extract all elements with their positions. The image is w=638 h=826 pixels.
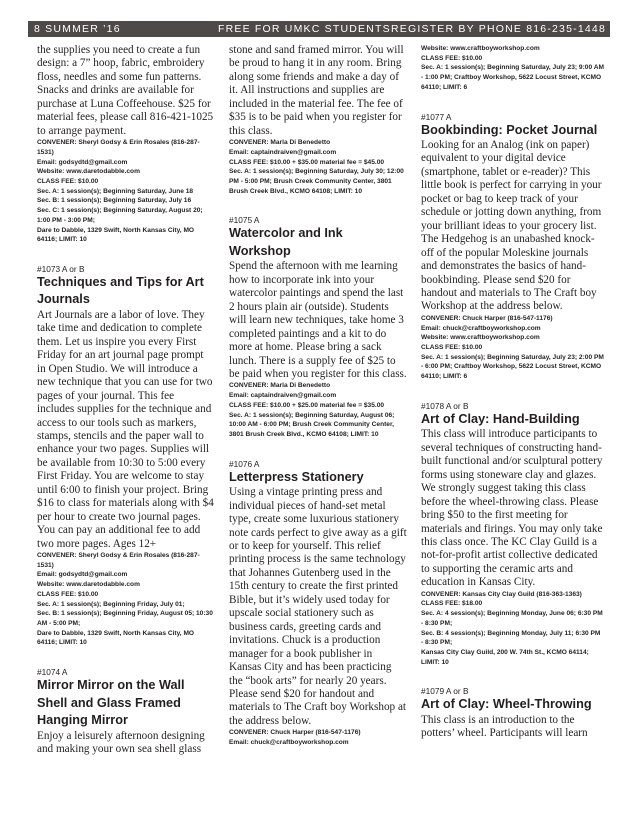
- intro-info: [229, 138, 407, 196]
- info-line: CONVENER: Sheryl Godsy & Erin Rosales (816-287-1531): [37, 139, 200, 156]
- info-line: Email: godsydtd@gmail.com: [37, 571, 128, 579]
- course-info-1077: [421, 314, 604, 382]
- intro-paragraph: stone and sand framed mirror. You will be proud to hang it in any room. Bring along some friends and make a day of it. All instructions and supplies are included in the material fee. The fee of $35 is to be paid when you register for this class.: [229, 44, 404, 137]
- info-line: Sec. A: 4 session(s); Beginning Monday, June 06; 6:30 PM - 8:30 PM;: [421, 610, 603, 627]
- info-line: Sec. B: 4 session(s); Beginning Monday, July 11; 6:30 PM - 8:30 PM;: [421, 629, 601, 647]
- info-line: Sec. A: 1 session(s); Beginning Saturday, August 06; 10:00 AM - 6:00 PM; Brush Creek Community Center, 3801 Brush Creek Blvd., KCMO 64108; LIMIT: 10: [229, 411, 395, 438]
- info-line: CONVENER: Chuck Harper (816-547-1176): [229, 729, 361, 737]
- page-header: [28, 21, 610, 37]
- info-line: Kansas City Clay Guild, 200 W. 74th St., KCMO 64114; LIMIT: 10: [421, 648, 589, 666]
- info-line: CLASS FEE: $10.00: [421, 344, 483, 352]
- intro-info: [37, 138, 214, 245]
- info-line: Sec. A: 1 session(s); Beginning Saturday, June 18: [37, 187, 194, 195]
- course-code-1076: #1076 A: [229, 458, 260, 469]
- column-2: [229, 44, 407, 748]
- course-title-1078: Art of Clay: Hand-Building: [421, 411, 580, 426]
- info-line: Sec. A: 1 session(s); Beginning Saturday, July 23; 2:00 PM - 6:00 PM; Craftboy Workshop, 5622 Locust Street, KCMO 64110; LIMIT: 6: [421, 353, 604, 381]
- course-title-1079: Art of Clay: Wheel-Throwing: [421, 697, 592, 712]
- info-line: Dare to Dabble, 1329 Swift, North Kansas City, MO 64116; LIMIT: 10: [37, 226, 195, 244]
- info-line: Email: captaindraiven@gmail.com: [229, 148, 337, 156]
- course-code-1078: #1078 A or B: [421, 400, 469, 411]
- course-description-1076: Using a vintage printing press and individual pieces of hand-set metal type, create some luxurious stationery note cards perfect to give away as a gift or to keep for yourself. This relief printing process is the same technology that Johannes Gutenberg used in the 15th century to create the first printed Bible, but it’s widely used today for upscale social stationery such as business cards, greeting cards and invitations. Chuck is a production manager for a book publisher in Kansas City and has been practicing the “book arts” for nearly 20 years. Please send $20 for handout and materials to The Craft boy Workshop at the address below.: [229, 486, 407, 727]
- info-line: CONVENER: Kansas City Clay Guild (816-363-1363): [421, 590, 582, 598]
- course-title-1074: Mirror Mirror on the Wall Shell and Glass Framed Hanging Mirror: [37, 678, 185, 728]
- info-line: Dare to Dabble, 1329 Swift, North Kansas City, MO 64116; LIMIT: 10: [37, 629, 195, 647]
- header-free-students: FREE FOR UMKC STUDENTS: [218, 23, 391, 35]
- info-line: Website: www.daretodabble.com: [37, 168, 140, 176]
- info-line: CLASS FEE: $10.00 + $35.00 material fee = $45.00: [229, 158, 385, 166]
- page-number-season: 8 SUMMER ’16: [34, 23, 121, 35]
- info-line: Website: www.craftboyworkshop.com: [421, 45, 540, 52]
- info-line: Sec. A: 1 session(s); Beginning Friday, July 01;: [37, 600, 185, 608]
- course-code-1073: #1073 A or B: [37, 263, 85, 274]
- info-line: CLASS FEE: $18.00: [421, 600, 483, 608]
- intro-paragraph: the supplies you need to create a fun design: a 7” hoop, fabric, embroidery floss, needles and some fun patterns. Snacks and drinks are available for purchase at Luna Coffeehouse. $25 for material fees, please call 816-421-1025 to arrange payment.: [37, 44, 214, 137]
- info-line: Website: www.daretodabble.com: [37, 581, 140, 589]
- info-line: Sec. A: 1 session(s); Beginning Saturday, July 30; 12:00 PM - 5:00 PM; Brush Creek Community Center, 3801 Brush Creek Blvd., KCMO 64108; LIMIT: 10: [229, 168, 404, 195]
- course-description-1073: Art Journals are a labor of love. They take time and dedication to complete them. Let us inspire you every First Friday for an art journal page prompt in Open Studio. We will introduce a new technique that you can use for two pages of your journal. This fee includes supplies for the technique and access to our tools such as markers, stamps, stencils and the paper wall to enhance your two pages. Supplies will be available from 10:30 to 5:00 every First Friday. You are welcome to stay until 6:00 to finish your project. Bring $16 to class for materials along with $4 per hour to create two journal pages. You can pay an additional fee to add two more pages. Ages 12+: [37, 308, 214, 550]
- info-line: CONVENER: Chuck Harper (816-547-1176): [421, 314, 553, 322]
- course-description-1074: Enjoy a leisurely afternoon designing and making your own sea shell glass: [37, 729, 205, 756]
- course-description-1075: Spend the afternoon with me learning how to incorporate ink into your watercolor paintings and spend the last 2 hours plain air (outside). Students will learn new techniques, take home 3 completed paintings and a kit to do more at home. Please bring a sack lunch. There is a supply fee of $25 to be paid when you register for this class.: [229, 260, 407, 381]
- course-title-1077: Bookbinding: Pocket Journal: [421, 122, 598, 137]
- course-title-1073: Techniques and Tips for Art Journals: [37, 274, 204, 307]
- course-code-1075: #1075 A: [229, 215, 260, 226]
- info-line: Sec. B: 1 session(s); Beginning Saturday, July 16: [37, 197, 192, 205]
- info-line: CONVENER: Sheryl Godsy & Erin Rosales (816-287-1531): [37, 552, 200, 569]
- info-line: CLASS FEE: $10.00: [421, 54, 483, 62]
- course-code-1074: #1074 A: [37, 667, 68, 678]
- course-title-1076: Letterpress Stationery: [229, 469, 364, 484]
- info-line: Website: www.craftboyworkshop.com: [421, 334, 540, 342]
- intro-info: [421, 44, 604, 93]
- info-line: CLASS FEE: $10.00: [37, 177, 99, 185]
- header-register-phone: REGISTER BY PHONE 816-235-1448: [391, 23, 606, 35]
- info-line: Sec. B: 1 session(s); Beginning Friday, August 05; 10:30 AM - 5:00 PM;: [37, 610, 213, 627]
- info-line: Email: godsydtd@gmail.com: [37, 158, 128, 166]
- course-description-1078: This class will introduce participants to several techniques of constructing hand-built functional and/or sculptural pottery forms using stoneware clay and glazes. We strongly suggest taking this class before the wheel-throwing class. Please bring $50 to the first meeting for materials and firings. You may only take this class once. The KC Clay Guild is a not-for-profit artist collective dedicated to supporting the ceramic arts and education in Kansas City.: [421, 428, 603, 589]
- course-code-1079: #1079 A or B: [421, 686, 469, 697]
- course-info-1078: [421, 590, 604, 668]
- column-1: [37, 44, 214, 757]
- info-line: CONVENER: Marla Di Benedetto: [229, 382, 331, 390]
- info-line: Sec. A: 1 session(s); Beginning Saturday, July 23; 9:00 AM - 1:00 PM; Craftboy Workshop, 5622 Locust Street, KCMO 64110; LIMIT: 6: [421, 64, 604, 91]
- course-description-1079: This class is an introduction to the potters’ wheel. Participants will learn: [421, 713, 588, 740]
- info-line: Sec. C: 1 session(s); Beginning Saturday, August 20; 1:00 PM - 3:00 PM;: [37, 207, 203, 224]
- course-info-1073: [37, 551, 214, 648]
- course-title-1075: Watercolor and Ink Workshop: [229, 226, 343, 258]
- course-code-1077: #1077 A: [421, 111, 452, 122]
- course-info-1076: [229, 728, 407, 747]
- info-line: Email: chuck@craftboyworkshop.com: [421, 324, 541, 332]
- info-line: CONVENER: Marla Di Benedetto: [229, 139, 331, 147]
- course-info-1075: [229, 381, 407, 439]
- info-line: Email: captaindraiven@gmail.com: [229, 392, 337, 400]
- info-line: CLASS FEE: $10.00: [37, 590, 99, 598]
- column-3: [421, 44, 604, 741]
- info-line: Email: chuck@craftboyworkshop.com: [229, 739, 349, 747]
- info-line: CLASS FEE: $10.00 + $25.00 material fee = $35.00: [229, 401, 385, 409]
- course-description-1077: Looking for an Analog (ink on paper) equivalent to your digital device (smartphone, tablet or e-reader)? This little book is perfect for carrying in your pocket or bag to keep track of your schedule or jotting down anything, from your brilliant ideas to your grocery list. The Hedgehog is an unabashed knock-off of the popular Moleskine journals and demonstrates the basics of hand-bookbinding. Please send $20 for handout and materials to The Craft boy Workshop at the address below.: [421, 139, 602, 313]
